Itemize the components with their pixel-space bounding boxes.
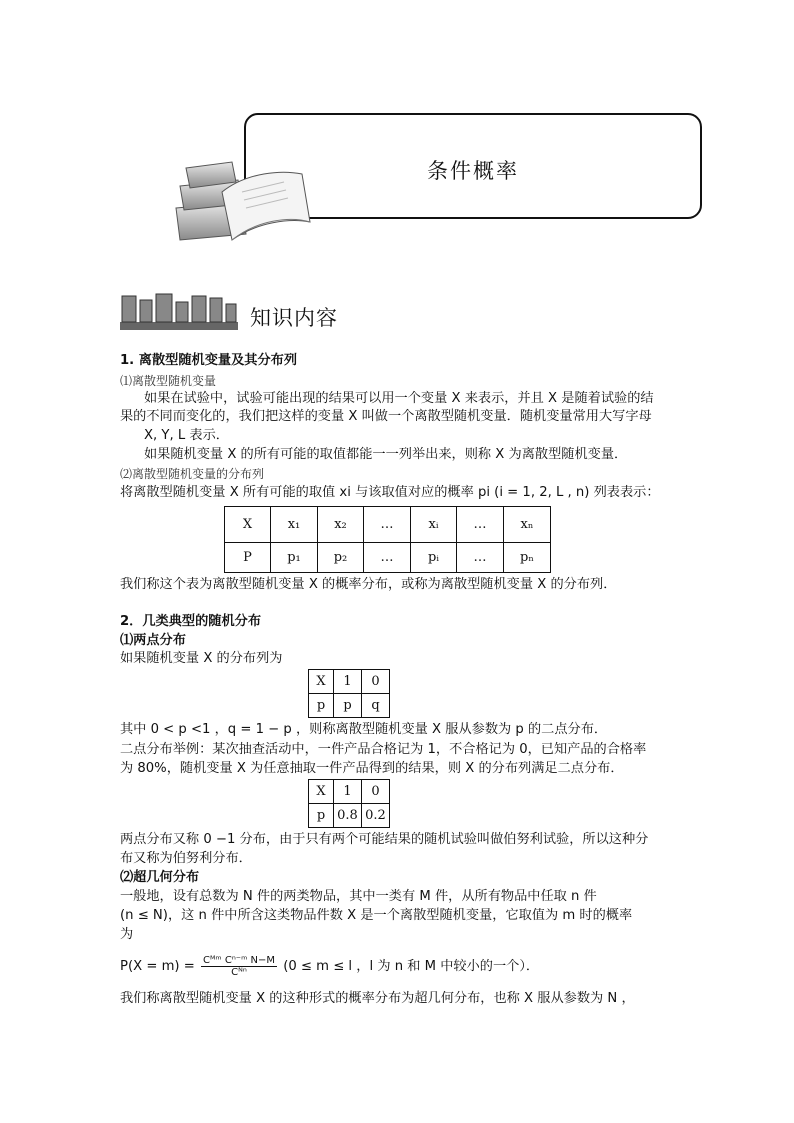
formula-fraction	[201, 955, 277, 978]
part2-heading: 2．几类典型的随机分布	[120, 614, 262, 629]
formula-right: (0 ≤ m ≤ l ，l 为 n 和 M 中较小的一个）．	[283, 959, 540, 974]
table-cell: p₂	[318, 543, 364, 573]
table-cell: xᵢ	[411, 507, 457, 543]
part2-p6: 布又称为伯努利分布．	[120, 851, 252, 866]
part1-p5: 将离散型随机变量 X 所有可能的取值 xi 与该取值对应的概率 pi (i = 1, 2, L , n) 列表表示：	[120, 485, 660, 500]
hypergeometric-formula	[120, 954, 539, 980]
table-cell: 0	[362, 780, 390, 804]
books-icon	[172, 152, 322, 252]
section-banner-icon	[120, 292, 240, 332]
table-cell: …	[364, 543, 411, 573]
table-cell: 0.8	[334, 804, 362, 828]
table-cell: pₙ	[504, 543, 551, 573]
part2-p10: 我们称离散型随机变量 X 的这种形式的概率分布为超几何分布，也称 X 服从参数为 N ，	[120, 991, 635, 1006]
part1-p4: 如果随机变量 X 的所有可能的取值都能一一列举出来，则称 X 为离散型随机变量．	[144, 447, 628, 462]
part2-p3: 二点分布举例：某次抽查活动中，一件产品合格记为 1，不合格记为 0，已知产品的合格率	[120, 742, 647, 757]
part2-sub2: ⑵超几何分布	[120, 870, 200, 885]
formula-numerator: Cᴹᵐ Cⁿ⁻ᵐ N−M	[203, 954, 275, 966]
table-cell: X	[225, 507, 271, 543]
part1-p3: X, Y, L 表示．	[144, 428, 229, 443]
table-cell: x₂	[318, 507, 364, 543]
table-cell: p	[334, 694, 362, 718]
table-cell: …	[457, 507, 504, 543]
table-cell: X	[309, 670, 334, 694]
table-cell: 1	[334, 780, 362, 804]
part1-p2: 果的不同而变化的，我们把这样的变量 X 叫做一个离散型随机变量．随机变量常用大写字母	[120, 409, 652, 424]
table-cell: p	[309, 804, 334, 828]
table-cell: xₙ	[504, 507, 551, 543]
table-cell: 0	[362, 670, 390, 694]
part2-p5: 两点分布又称 0 −1 分布，由于只有两个可能结果的随机试验叫做伯努利试验，所以这种分	[120, 832, 649, 847]
formula-denominator: Cᴺⁿ	[231, 966, 247, 978]
part2-p1: 如果随机变量 X 的分布列为	[120, 651, 283, 666]
table-cell: p₁	[271, 543, 318, 573]
table-cell: …	[364, 507, 411, 543]
table-cell: x₁	[271, 507, 318, 543]
table-cell: P	[225, 543, 271, 573]
table-cell: X	[309, 780, 334, 804]
part2-p2: 其中 0 < p <1 ，q = 1 − p ，则称离散型随机变量 X 服从参数为 p 的二点分布．	[120, 722, 608, 737]
table-cell: p	[309, 694, 334, 718]
part2-p4: 为 80%，随机变量 X 为任意抽取一件产品得到的结果，则 X 的分布列满足二点分布．	[120, 761, 624, 776]
distribution-table	[224, 506, 551, 573]
part1-sub1: ⑴离散型随机变量	[120, 374, 217, 388]
table-cell: q	[362, 694, 390, 718]
part2-p8: (n ≤ N)，这 n 件中所含这类物品件数 X 是一个离散型随机变量，它取值为 m 时的概率	[120, 908, 633, 923]
table-cell: 0.2	[362, 804, 390, 828]
two-point-table	[308, 669, 390, 718]
part1-heading: 1. 离散型随机变量及其分布列	[120, 353, 298, 368]
part1-sub2: ⑵离散型随机变量的分布列	[120, 467, 265, 481]
table-cell: 1	[334, 670, 362, 694]
page-title: 条件概率	[427, 159, 519, 183]
section-title: 知识内容	[250, 306, 338, 330]
part2-sub1: ⑴两点分布	[120, 633, 186, 648]
part1-p1: 如果在试验中，试验可能出现的结果可以用一个变量 X 来表示，并且 X 是随着试验的结	[144, 391, 654, 406]
table-cell: …	[457, 543, 504, 573]
table-cell: pᵢ	[411, 543, 457, 573]
formula-left: P(X = m) =	[120, 959, 195, 974]
part2-p7: 一般地，设有总数为 N 件的两类物品，其中一类有 M 件，从所有物品中任取 n 件	[120, 889, 597, 904]
part1-p6: 我们称这个表为离散型随机变量 X 的概率分布，或称为离散型随机变量 X 的分布列．	[120, 577, 617, 592]
two-point-example-table	[308, 779, 390, 828]
part2-p9: 为	[120, 927, 134, 942]
